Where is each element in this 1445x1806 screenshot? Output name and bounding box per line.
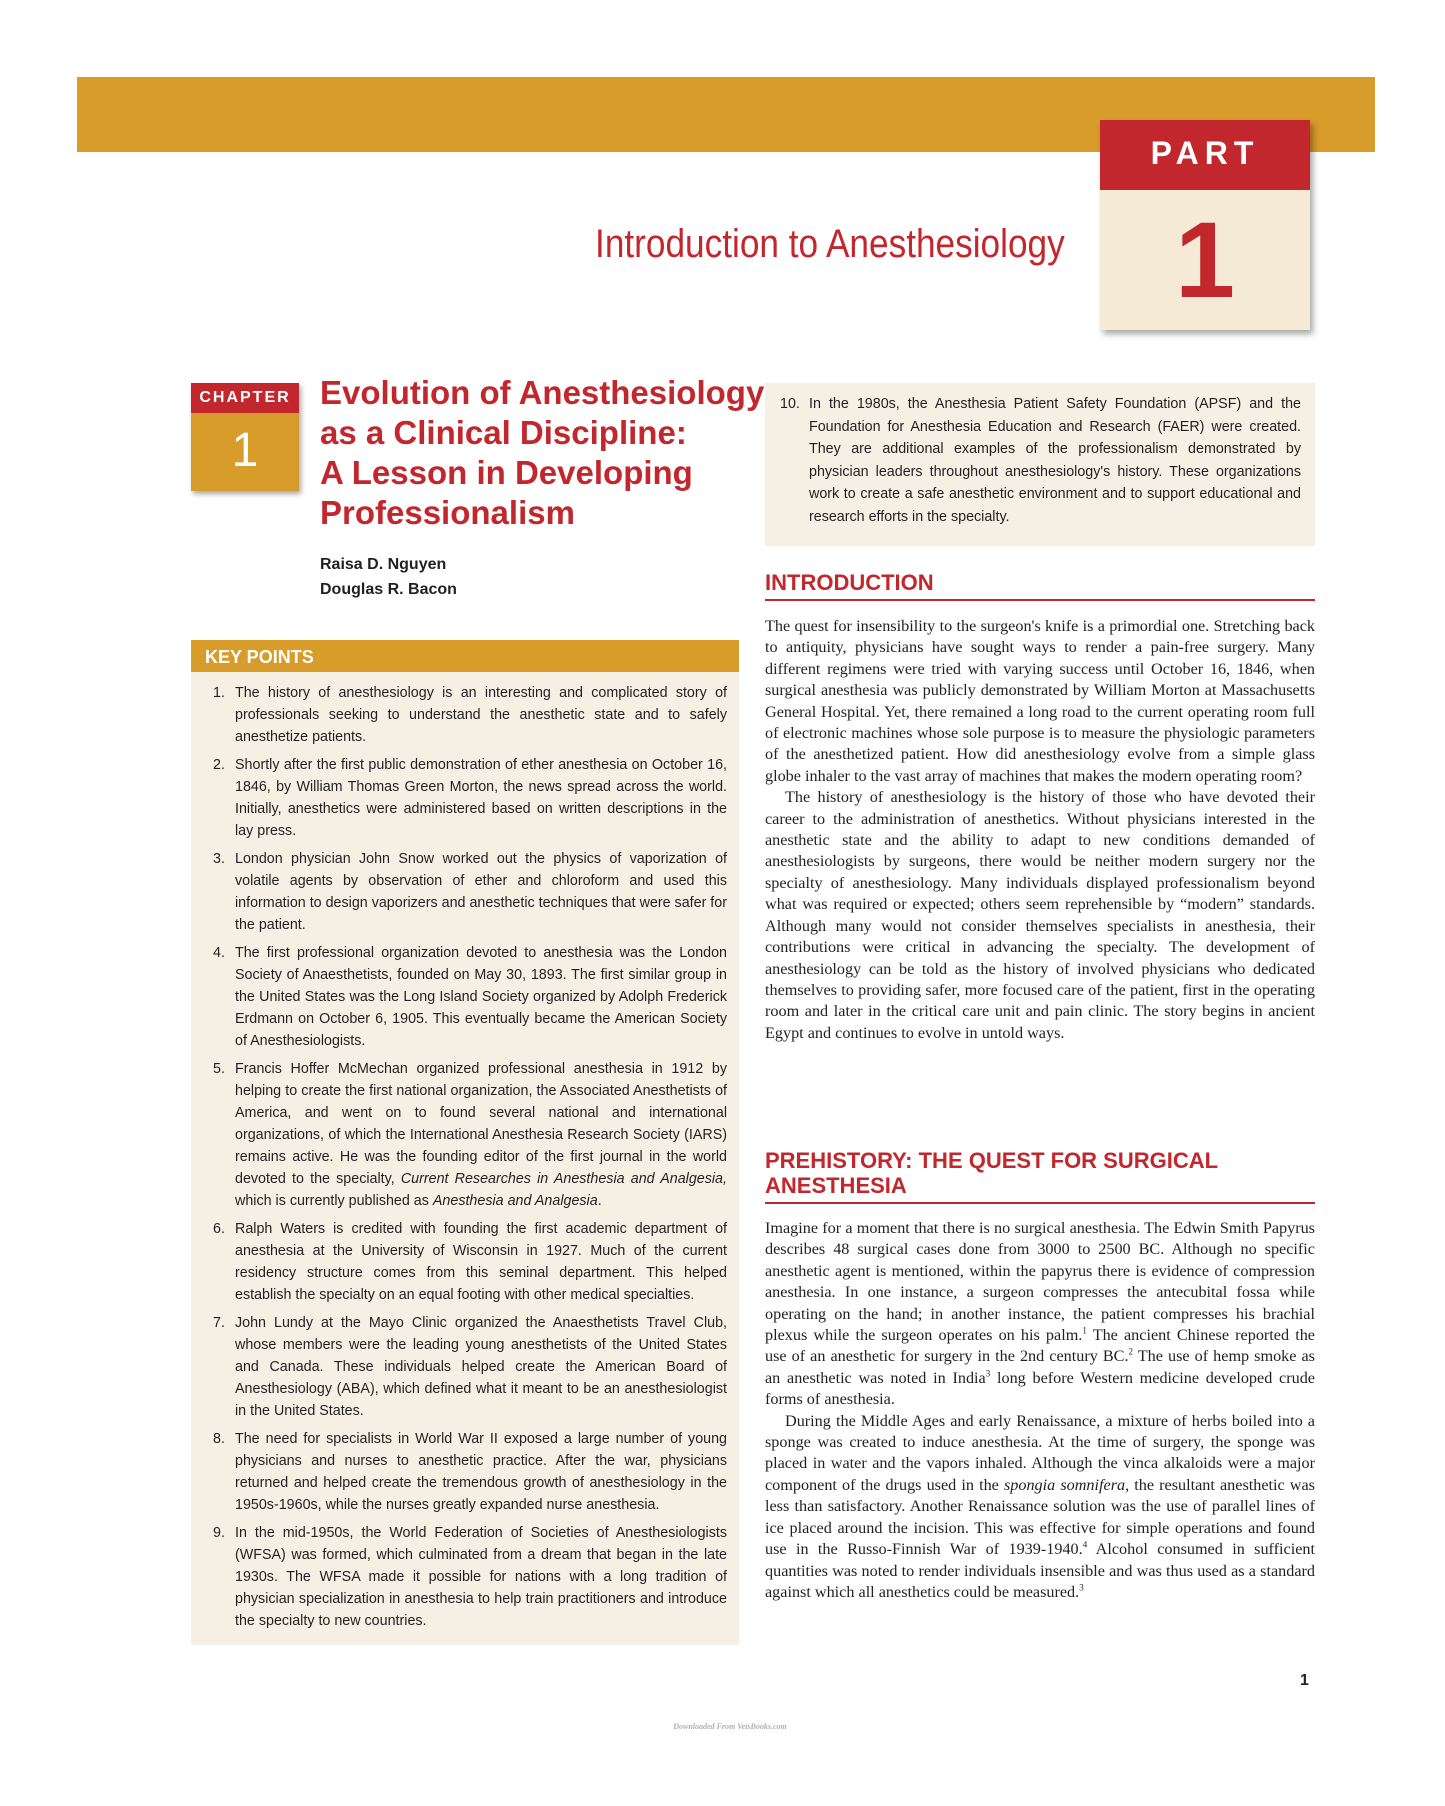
citation: 2 [1128, 1347, 1134, 1358]
part-number: 1 [1174, 199, 1236, 320]
key-point-number: 6. [213, 1221, 225, 1237]
citation: 4 [1082, 1539, 1088, 1550]
key-point-number: 5. [213, 1061, 225, 1077]
key-point-text: London physician John Snow worked out the physics of vaporization of volatile agents by observation of ether and chloroform and used this information to design vaporizers and anesthetic techniques that were safer for the patient. [235, 851, 727, 933]
citation: 1 [1082, 1325, 1087, 1336]
text-run: The ancient Chinese reported the use of an anesthetic for surgery in the 2nd century BC. [765, 1326, 1315, 1366]
key-point-number: 9. [213, 1525, 225, 1541]
journal-title: Anesthesia and Analgesia [432, 1193, 598, 1209]
introduction-body [765, 616, 1315, 1044]
prehistory-heading [765, 1148, 1315, 1204]
key-point-text: The need for specialists in World War II exposed a large number of young physicians and nurses to anesthetic practice. After the war, physicians returned and helped create the tremendous growth of anesthesiology in the 1950s-1960s, while the nurses greatly expanded nurse anesthesia. [235, 1431, 727, 1513]
key-point-item [213, 848, 727, 936]
text-run: The use of hemp smoke as an anesthetic was noted in India [765, 1347, 1315, 1387]
key-point-text: Shortly after the first public demonstration of ether anesthesia on October 16, 1846, by William Thomas Green Morton, the news spread across the world. Initially, anesthetics were administered based on written descriptions in the lay press. [235, 757, 727, 839]
introduction-heading: INTRODUCTION [765, 570, 1315, 601]
heading-line: ANESTHESIA [765, 1173, 907, 1198]
chapter-title-line: Evolution of Anesthesiology [320, 374, 765, 411]
part-title: Introduction to Anesthesiology [595, 222, 1065, 266]
text-run: During the Middle Ages and early Renaissance, a mixture of herbs boiled into a sponge was created to induce anesthesia. At the time of surgery, the sponge was placed in water and the vapors inhaled. Although the vinca alkaloids were a major component of the drugs used in the [765, 1411, 1315, 1494]
key-point-text: The first professional organization devoted to anesthesia was the London Society of Anaesthetists, founded on May 30, 1893. The first similar group in the United States was the Long Island Society organized by Adolph Frederick Erdmann on October 6, 1905. This eventually became the American Society of Anesthesiologists. [235, 945, 727, 1049]
key-point-item [213, 942, 727, 1052]
italic-term: spongia somnifera [1003, 1475, 1126, 1494]
key-point-text: The history of anesthesiology is an interesting and complicated story of professionals seeking to understand the anesthetic state and to safely anesthetize patients. [235, 685, 727, 745]
author-name: Douglas R. Bacon [320, 581, 457, 598]
chapter-number: 1 [231, 424, 259, 477]
citation: 3 [985, 1368, 991, 1379]
key-point-number: 7. [213, 1315, 225, 1331]
part-badge [1100, 120, 1310, 330]
key-point-number: 3. [213, 851, 225, 867]
paragraph: The quest for insensibility to the surgeon's knife is a primordial one. Stretching back to antiquity, physicians have sought ways to render a pain-free surgery. Many different regimens were tried with varying success until October 16, 1846, when surgical anesthesia was publicly demonstrated by William Morton at Massachusetts General Hospital. Yet, there remained a long road to the current operating room full of electronic machines whose sole purpose is to measure the physiologic parameters of the anesthetized patient. How did anesthesiology evolve from a simple glass globe inhaler to the vast array of machines that makes the modern operating room? [765, 617, 1315, 785]
key-point-number: 1. [213, 685, 225, 701]
key-points-list [191, 672, 739, 1632]
key-point-text: . [597, 1193, 602, 1209]
citation: 3 [1079, 1582, 1084, 1593]
key-point-text: In the mid-1950s, the World Federation of Societies of Anesthesiologists (WFSA) was formed, which culminated from a dream that began in the late 1930s. The WFSA made it possible for nations with a long tradition of physician specialization in anesthesia to help train practitioners and introduce the specialty to new countries. [235, 1525, 727, 1629]
chapter-badge [191, 383, 299, 491]
key-point-item [213, 1218, 727, 1306]
key-points-continued-box [765, 383, 1315, 546]
author-name: Raisa D. Nguyen [320, 556, 447, 573]
key-point-number: 10. [780, 396, 800, 412]
key-point-number: 4. [213, 945, 225, 961]
key-point-item [213, 1058, 727, 1212]
key-point-item [213, 1522, 727, 1632]
key-points-box [191, 640, 739, 1645]
paragraph [765, 1218, 1315, 1411]
watermark: Downloaded From VetsBooks.com [673, 1722, 787, 1731]
text-run: Imagine for a moment that there is no surgical anesthesia. The Edwin Smith Papyrus describes 48 surgical cases done from 3000 to 2500 BC. Although no specific anesthetic agent is mentioned, within the papyrus there is evidence of compression anesthesia. In one instance, a surgeon compresses the antecubital fossa while operating on the hand; in another instance, the patient compresses his brachial plexus while the surgeon operates on his palm. [765, 1219, 1315, 1345]
key-point-item [213, 754, 727, 842]
key-point-number: 8. [213, 1431, 225, 1447]
key-point-text: Francis Hoffer McMechan organized professional anesthesia in 1912 by helping to create the first national organization, the Associated Anesthetists of America, and went on to found several national and international organizations, of which the International Anesthesia Research Society (IARS) remains active. He was the founding editor of the first journal in the world devoted to the specialty, [235, 1061, 727, 1187]
text-run: long before Western medicine developed crude forms of anesthesia. [765, 1368, 1315, 1409]
key-points-heading: KEY POINTS [191, 640, 739, 672]
text-run: , the resultant anesthetic was less than satisfactory. Another Renaissance solution was the use of parallel lines of ice placed around the incision. This was effective for simple operations and found use in the Russo-Finnish War of 1939-1940. [765, 1475, 1315, 1559]
chapter-title-line: Professionalism [320, 494, 575, 531]
key-point-item [213, 1428, 727, 1516]
chapter-title-line: A Lesson in Developing [320, 454, 693, 491]
journal-title: Current Researches in Anesthesia and Analgesia, [400, 1171, 727, 1187]
page-number: 1 [1300, 1672, 1309, 1689]
chapter-title-line: as a Clinical Discipline: [320, 414, 687, 451]
text-run: Alcohol consumed in sufficient quantities was noted to render individuals insensible and was thus used as a standard against which all anesthetics could be measured. [765, 1540, 1316, 1601]
paragraph: The history of anesthesiology is the history of those who have devoted their career to the administration of anesthetics. Without physicians interested in the anesthetic state and the ability to adapt to new conditions demanded of anesthesiologists by surgeons, there would be neither modern surgery nor the specialty of anesthesiology. Many individuals displayed professionalism beyond what was required or expected; others seem reprehensible by “modern” standards. Although many would not consider themselves specialists in anesthesia, their contributions were critical in advancing the specialty. The development of anesthesiology can be told as the history of involved physicians who dedicated themselves to providing safer, more focused care of the patient, first in the operating room and later in the critical care unit and pain clinic. The story begins in ancient Egypt and continues to evolve in untold ways. [765, 788, 1315, 1042]
part-label: PART [1100, 120, 1310, 190]
key-point-text: John Lundy at the Mayo Clinic organized the Anaesthetists Travel Club, whose members were the leading young anesthetists of the United States and Canada. These individuals helped create the American Board of Anesthesiology (ABA), which defined what it meant to be an anesthesiologist in the United States. [235, 1315, 727, 1419]
heading-line: PREHISTORY: THE QUEST FOR SURGICAL [765, 1148, 1219, 1173]
key-point-item [765, 383, 1315, 528]
key-point-item [213, 682, 727, 748]
key-point-item [213, 1312, 727, 1422]
key-point-text: Ralph Waters is credited with founding the first academic department of anesthesia at the University of Wisconsin in 1927. Much of the current residency structure comes from this seminal department. This helped establish the specialty on an equal footing with other medical specialties. [235, 1221, 727, 1303]
key-point-text: In the 1980s, the Anesthesia Patient Safety Foundation (APSF) and the Foundation for Anesthesia Education and Research (FAER) were created. They are additional examples of the professionalism demonstrated by physician leaders throughout anesthesiology's history. These organizations work to create a safe anesthetic environment and to support educational and research efforts in the specialty. [809, 396, 1301, 525]
paragraph [765, 1411, 1315, 1604]
prehistory-body [765, 1218, 1315, 1603]
chapter-title [320, 373, 765, 533]
chapter-label: CHAPTER [191, 383, 299, 413]
author-list [320, 552, 457, 602]
key-point-text: which is currently published as [235, 1193, 433, 1209]
key-point-number: 2. [213, 757, 225, 773]
